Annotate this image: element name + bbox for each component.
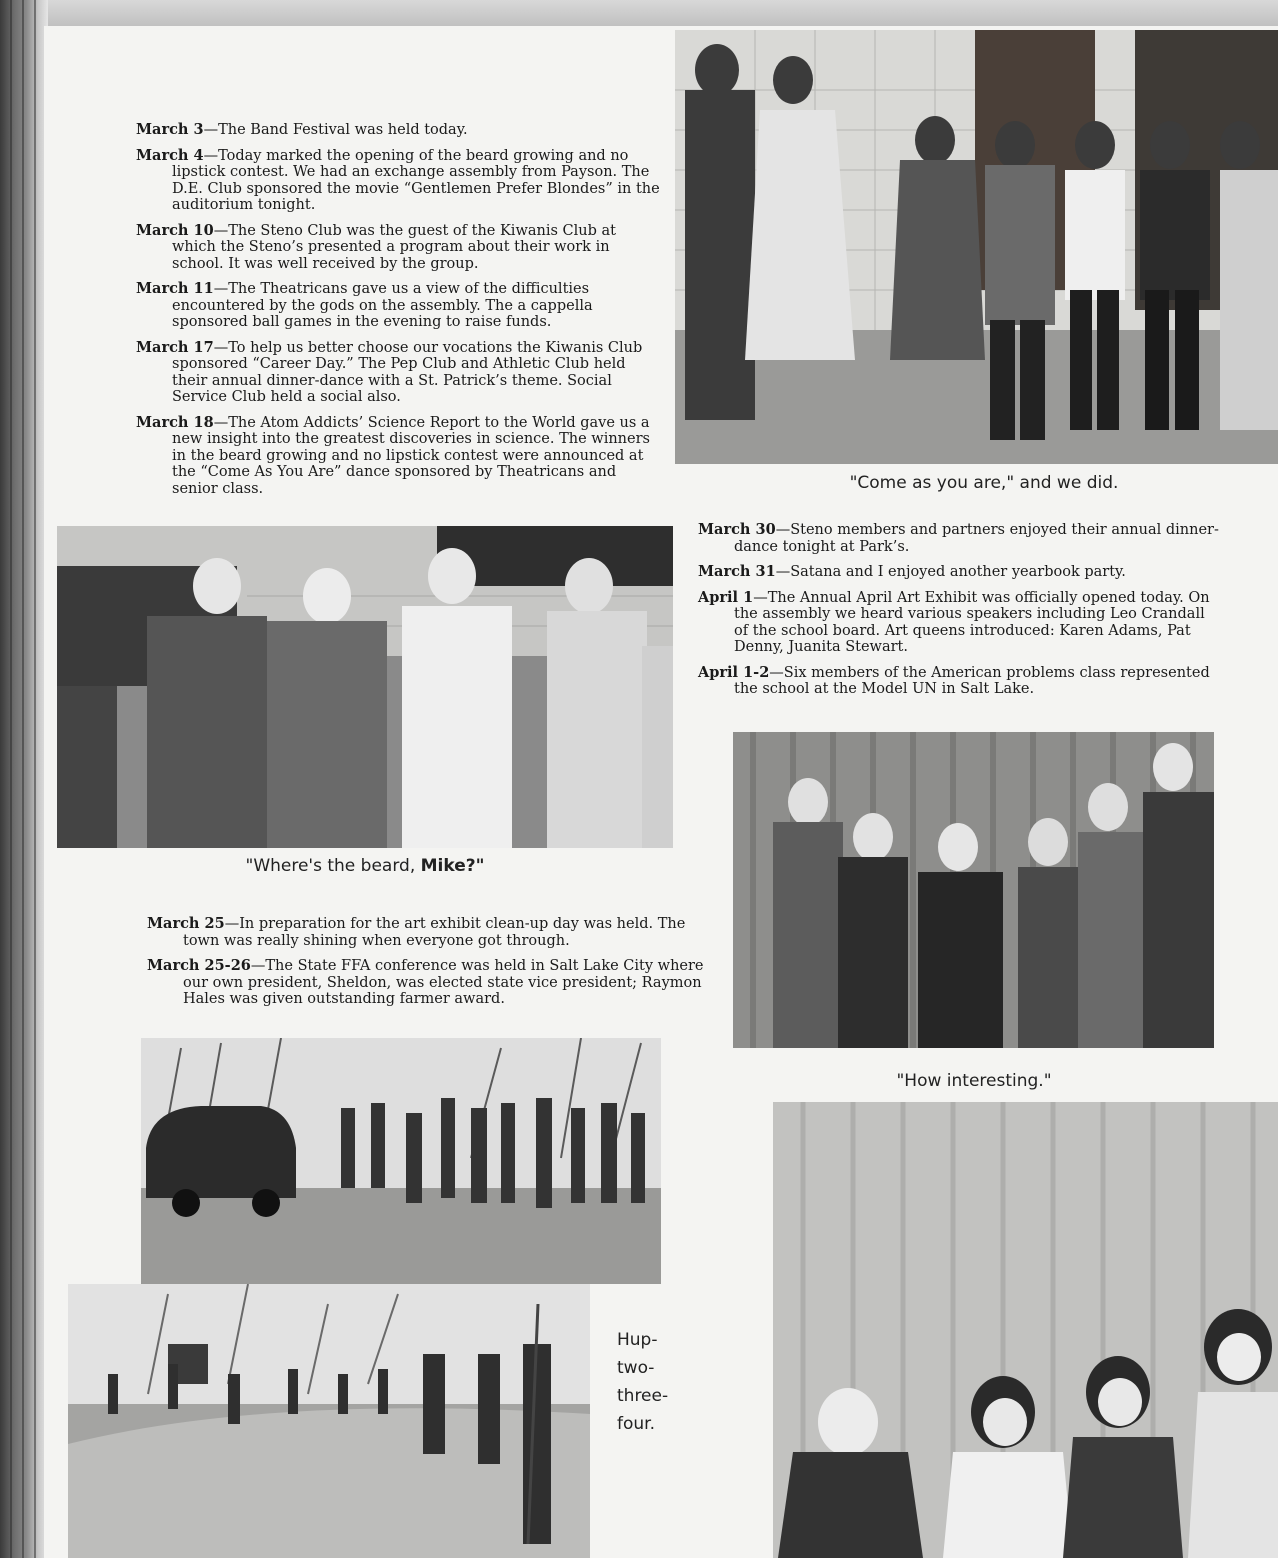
book-binding [0,0,48,1558]
entry: March 18—The Atom Addicts’ Science Report to the World gave us a new insight into the greatest discoveries in science. The winners in the beard growing and no lipstick contest were announced at the “Come As You Are” dance sponsored by Theatricans and senior class. [136,413,650,497]
photo-art-queens [773,1102,1278,1558]
photo-marching [68,1284,590,1558]
entry: April 1-2—Six members of the American problems class represented the school at the Model UN in Salt Lake. [698,663,1210,697]
photo-beard-contest [57,526,673,848]
entry: March 25-26—The State FFA conference was held in Salt Lake City where our own president, Sheldon, was elected state vice president; Raymon Hales was given outstanding farmer award. [147,957,704,1007]
caption-hup: Hup- two- three- four. [617,1330,669,1434]
caption-how-interesting: "How interesting." [896,1071,1052,1091]
entry: April 1—The Annual April Art Exhibit was officially opened today. On the assembly we heard various speakers including Leo Crandall of the school board. Art queens introduced: Karen Adams, Pat Denny, Juanita Stewart. [698,588,1210,655]
caption-come-as-you-are: "Come as you are," and we did. [849,473,1119,493]
photo-come-as-you-are [675,30,1278,464]
entry: March 4—Today marked the opening of the beard growing and no lipstick contest. We had an exchange assembly from Payson. The D.E. Club sponsored the movie “Gentlemen Prefer Blondes” in the auditorium tonight. [136,146,660,213]
photo-clean-up-day [141,1038,661,1284]
entry: March 10—The Steno Club was the guest of the Kiwanis Club at which the Steno’s presented a program about their work in school. It was well received by the group. [136,221,616,272]
entry: March 11—The Theatricans gave us a view of the difficulties encountered by the gods on the assembly. The a cappella sponsored ball games in the evening to raise funds. [136,280,593,330]
entry: March 17—To help us better choose our vocations the Kiwanis Club sponsored “Career Day.” The Pep Club and Athletic Club held their annual dinner-dance with a St. Patrick’s theme. Social Service Club held a social also. [136,338,643,405]
entry: March 3—The Band Festival was held today. [136,121,468,138]
photo-speakers [733,732,1214,1048]
yearbook-page [44,26,1278,1558]
entry: March 31—Satana and I enjoyed another yearbook party. [698,563,1126,580]
entries-mid [147,916,717,1017]
caption-beard: "Where's the beard, Mike?" [245,856,485,876]
entries-right [698,522,1220,707]
entry: March 30—Steno members and partners enjoyed their annual dinner-dance tonight at Park’s. [698,521,1219,555]
entries-top [136,122,664,506]
entry: March 25—In preparation for the art exhibit clean-up day was held. The town was really shining when everyone got through. [147,915,686,949]
